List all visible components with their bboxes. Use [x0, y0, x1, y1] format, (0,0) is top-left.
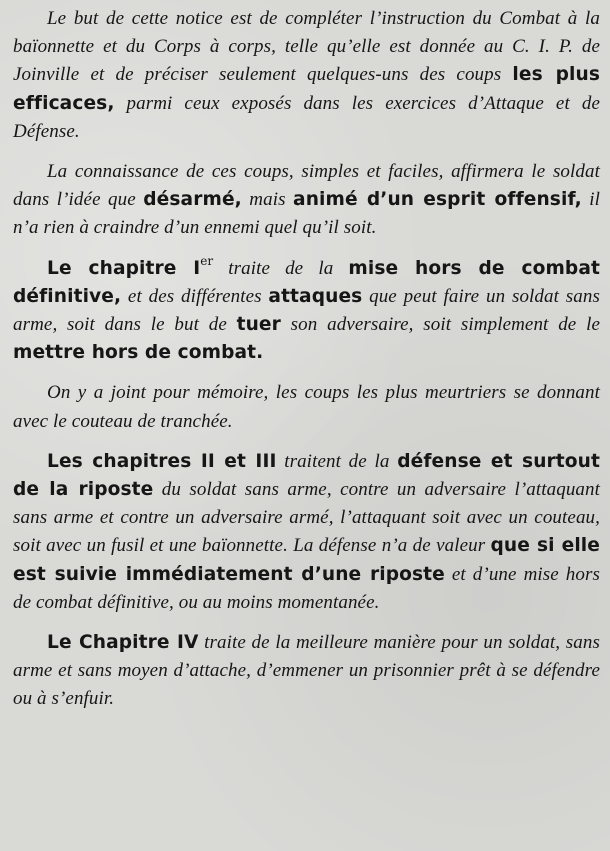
emphasis-segment: les plus efficaces, — [13, 64, 600, 114]
text-segment: parmi ceux exposés dans les exercices d’Attaque et de Défense. — [13, 92, 600, 142]
text-segment: La connaissance de ces coups, simples et faciles, affirmera le soldat dans l’idée que — [13, 161, 600, 211]
paragraph-chapter-4 — [13, 629, 600, 714]
text-segment: traitent de la — [276, 450, 398, 472]
emphasis-segment: désarmé, — [143, 189, 242, 211]
emphasis-segment: que si elle est suivie immédiatement d’une riposte — [13, 535, 600, 585]
paragraph-knife — [13, 379, 600, 435]
paragraph-knowledge — [13, 158, 600, 243]
text-segment: traite de la — [213, 257, 349, 279]
emphasis-segment: Le Chapitre IV — [47, 632, 199, 654]
text-segment: mais — [241, 189, 294, 211]
emphasis-segment: tuer — [236, 314, 281, 336]
emphasis-segment: mettre hors de combat. — [13, 342, 264, 364]
text-segment: On y a joint pour mémoire, les coups les plus meurtriers se donnant avec le couteau de tranchée. — [13, 382, 600, 432]
emphasis-segment: Le chapitre I — [47, 257, 201, 279]
text-segment: et d’une mise hors de combat définitive, ou au moins momentanée. — [13, 563, 600, 613]
paragraph-chapter-1 — [13, 255, 600, 368]
emphasis-segment: défense et surtout de la riposte — [13, 450, 600, 501]
emphasis-segment: Les chapitres II et III — [47, 450, 277, 472]
emphasis-segment: attaques — [268, 285, 363, 307]
text-segment: traite de la meilleure manière pour un soldat, sans arme et sans moyen d’attache, d’emmener un prisonnier prêt à se défendre ou à s’enfuir. — [13, 632, 600, 710]
paragraph-chapters-2-3 — [13, 448, 600, 617]
paragraph-intro — [13, 5, 600, 146]
text-segment: et des différentes — [121, 285, 269, 307]
emphasis-segment: mise hors de combat définitive, — [13, 257, 600, 307]
text-segment: il n’a rien à craindre d’un ennemi quel qu’il soit. — [13, 189, 600, 239]
text-segment: Le but de cette notice est de compléter l’instruction du Combat à la baïonnette et du Corps à corps, telle qu’elle est donnée au C. I. P. de Joinville et de préciser seulement quelques-uns des coups — [13, 8, 600, 86]
text-segment: que peut faire un soldat sans arme, soit dans le but de — [13, 285, 600, 336]
superscript-segment: er — [200, 253, 214, 268]
text-segment: du soldat sans arme, contre un adversaire l’attaquant sans arme et contre un adversaire armé, l’attaquant soit avec un couteau, soit avec un fusil et une baïonnette. La défense n’a de valeur — [13, 479, 600, 557]
emphasis-segment: animé d’un esprit offensif, — [293, 189, 582, 211]
text-segment: son adversaire, soit simplement de le — [280, 314, 600, 336]
